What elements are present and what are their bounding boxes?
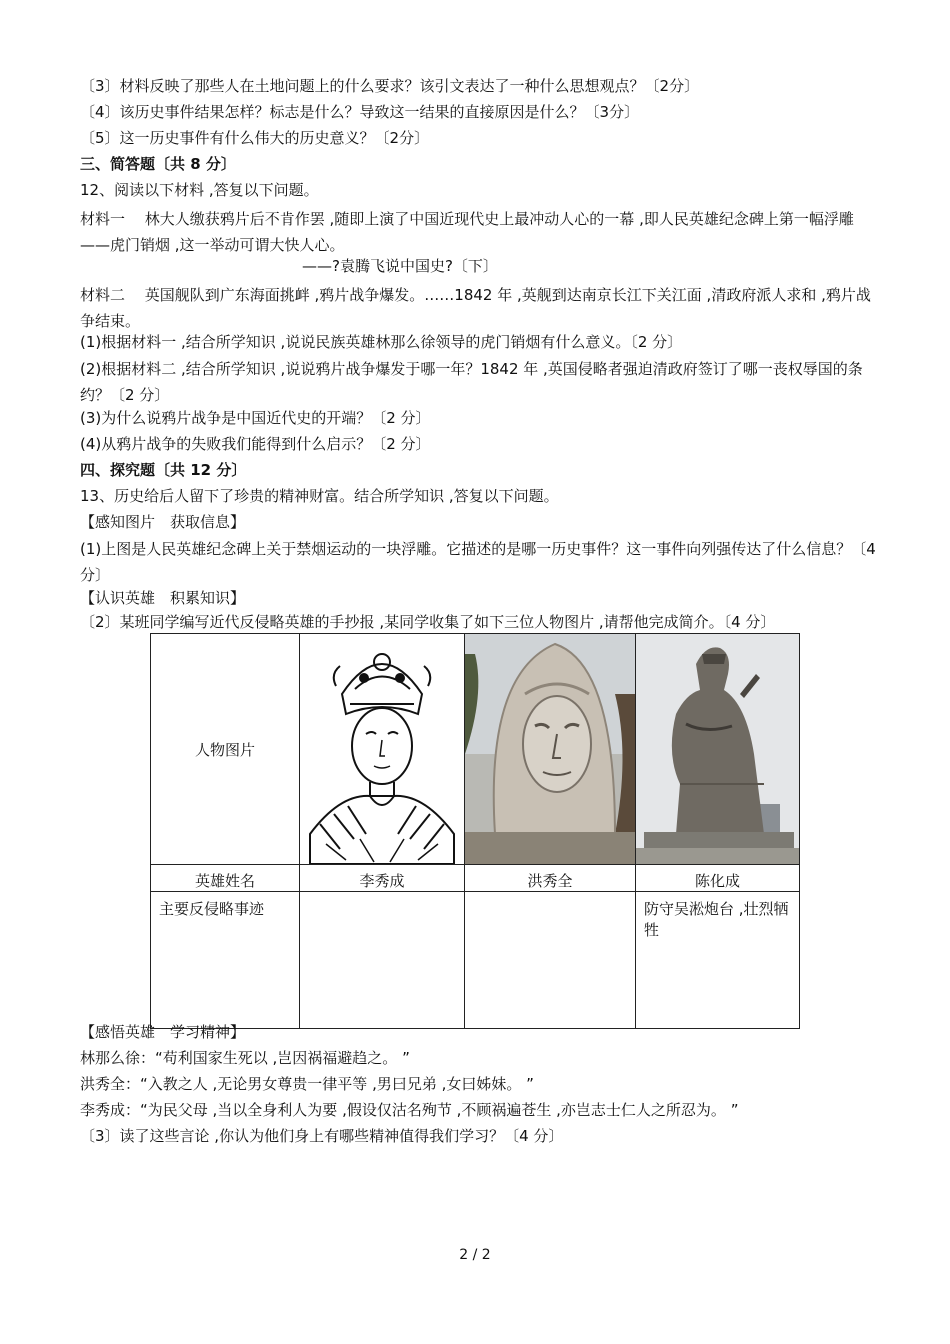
portrait-li-xiucheng (300, 634, 465, 865)
hero-table (150, 633, 800, 1029)
hong-xiuquan-statue-icon (465, 634, 635, 864)
question-5: 〔5〕这一历史事件有什么伟大的历史意义？〔2分〕 (80, 129, 430, 147)
row-label-images: 人物图片 (151, 634, 300, 865)
hero-name-2: 洪秀全 (465, 865, 636, 892)
quote-li: 李秀成：“为民父母 ,当以全身利人为要 ,假设仅沽名殉节 ,不顾祸遍苍生 ,亦岂志士仁人之所忍为。 ” (80, 1101, 739, 1119)
li-xiucheng-sketch-icon (300, 634, 464, 864)
row-label-names: 英雄姓名 (151, 865, 300, 892)
q12-sub-4: (4)从鸦片战争的失败我们能得到什么启示？〔2 分〕 (80, 435, 431, 453)
hero-deed-1[interactable] (300, 892, 465, 1029)
hero-name-1: 李秀成 (300, 865, 465, 892)
material-2: 材料二 英国舰队到广东海面挑衅 ,鸦片战争爆发。……1842 年 ,英舰到达南京长江下关江面 ,清政府派人求和 ,鸦片战争结束。 (80, 286, 871, 330)
part-3-question: 〔3〕读了这些言论 ,你认为他们身上有哪些精神值得我们学习？〔4 分〕 (80, 1127, 564, 1145)
page-number: 2 / 2 (459, 1247, 491, 1263)
part-3-title: 【感悟英雄 学习精神】 (80, 1023, 246, 1041)
part-1-title: 【感知图片 获取信息】 (80, 513, 246, 531)
row-label-deeds: 主要反侵略事迹 (151, 892, 300, 1029)
quote-lin: 林那么徐：“苟利国家生死以 ,岂因祸福避趋之。 ” (80, 1049, 410, 1067)
statue-chen-huacheng (636, 634, 800, 865)
q12-sub-2: (2)根据材料二 ,结合所学知识 ,说说鸦片战争爆发于哪一年？1842 年 ,英国侵略者强迫清政府签订了哪一丧权辱国的条约？〔2 分〕 (80, 360, 863, 404)
q12-sub-3: (3)为什么说鸦片战争是中国近代史的开端？〔2 分〕 (80, 409, 431, 427)
section-4-heading: 四、探究题〔共 12 分〕 (80, 461, 247, 479)
q12-intro: 12、阅读以下材料 ,答复以下问题。 (80, 181, 319, 199)
hero-deed-2[interactable] (465, 892, 636, 1029)
hero-deed-3: 防守吴淞炮台 ,壮烈牺牲 (636, 892, 800, 1029)
chen-huacheng-statue-icon (636, 634, 799, 864)
part-2-title: 【认识英雄 积累知识】 (80, 589, 246, 607)
q13-intro: 13、历史给后人留下了珍贵的精神财富。结合所学知识 ,答复以下问题。 (80, 487, 559, 505)
hero-name-3: 陈化成 (636, 865, 800, 892)
material-1-source: ——?袁腾飞说中国史?〔下〕 (302, 257, 498, 275)
quote-hong: 洪秀全：“入教之人 ,无论男女尊贵一律平等 ,男曰兄弟 ,女曰姊妹。 ” (80, 1075, 534, 1093)
part-1-question: (1)上图是人民英雄纪念碑上关于禁烟运动的一块浮雕。它描述的是哪一历史事件？这一事件向列强传达了什么信息？〔4 分〕 (80, 540, 876, 584)
statue-hong-xiuquan (465, 634, 636, 865)
question-4: 〔4〕该历史事件结果怎样？标志是什么？导致这一结果的直接原因是什么？〔3分〕 (80, 103, 640, 121)
section-3-heading: 三、简答题〔共 8 分〕 (80, 155, 236, 173)
question-3: 〔3〕材料反映了那些人在土地问题上的什么要求？该引文表达了一种什么思想观点？〔2分〕 (80, 77, 700, 95)
q12-sub-1: (1)根据材料一 ,结合所学知识 ,说说民族英雄林那么徐领导的虎门销烟有什么意义。〔2 分〕 (80, 333, 683, 351)
part-2-question: 〔2〕某班同学编写近代反侵略英雄的手抄报 ,某同学收集了如下三位人物图片 ,请帮他完成简介。〔4 分〕 (80, 613, 776, 631)
material-1: 材料一 林大人缴获鸦片后不肯作罢 ,随即上演了中国近现代史上最冲动人心的一幕 ,即人民英雄纪念碑上第一幅浮雕——虎门销烟 ,这一举动可谓大快人心。 (80, 210, 854, 254)
